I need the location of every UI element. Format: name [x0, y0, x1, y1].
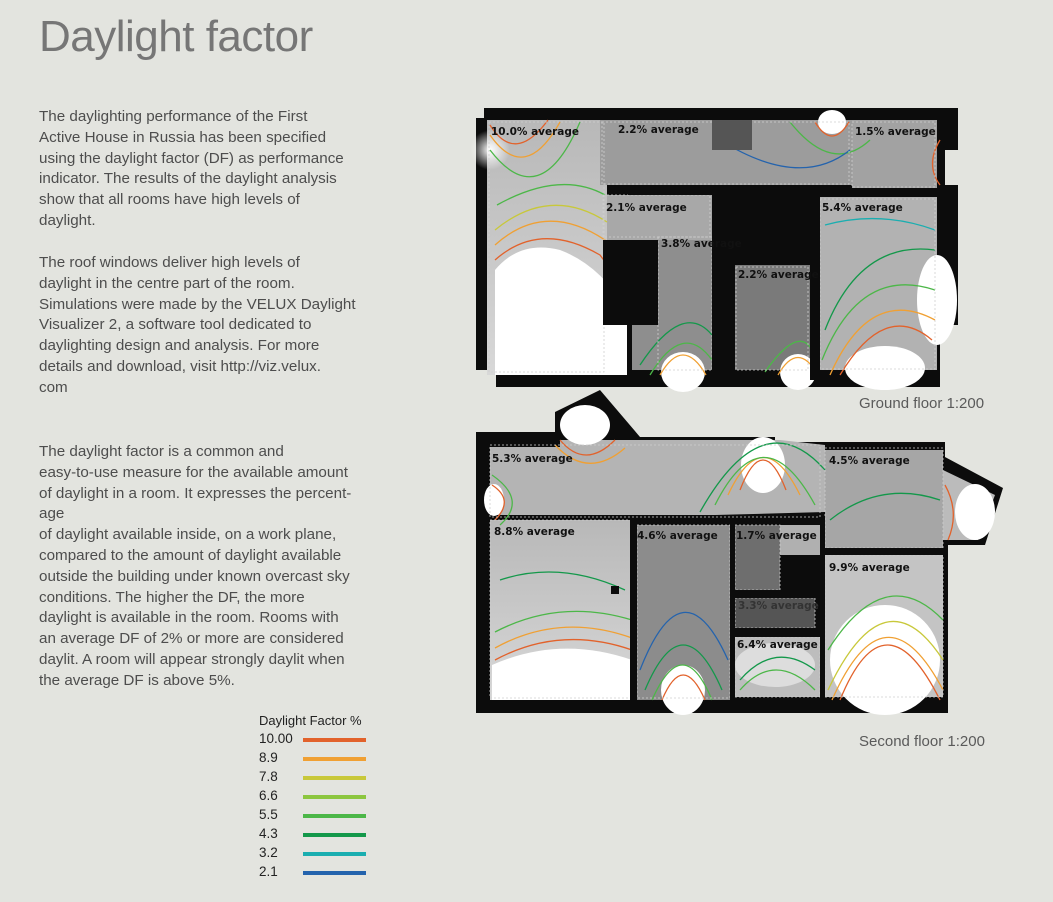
legend-value: 6.6	[259, 788, 278, 803]
daylight-zone	[955, 484, 995, 540]
text-line: daylight.	[39, 211, 96, 229]
legend-value: 4.3	[259, 826, 278, 841]
text-line: an average DF of 2% or more are considered	[39, 630, 344, 648]
legend-value: 7.8	[259, 769, 278, 784]
daylight-zone	[484, 484, 504, 516]
room-df-label: 6.4% average	[737, 639, 818, 651]
daylight-zone	[661, 665, 705, 715]
room-df-label: 3.8% average	[661, 238, 742, 250]
room-df-label: 1.7% average	[736, 530, 817, 542]
legend-swatch	[303, 795, 366, 799]
text-line: daylit. A room will appear strongly daylit when	[39, 650, 345, 668]
legend-value: 8.9	[259, 750, 278, 765]
page-title: Daylight factor	[39, 12, 313, 61]
daylight-zone	[917, 255, 957, 345]
text-line: daylighting design and analysis. For more	[39, 337, 320, 355]
ground-floor-plan	[470, 108, 1053, 392]
text-line: indicator. The results of the daylight analysis	[39, 170, 337, 188]
legend-item	[259, 845, 379, 863]
room-df-label: 5.4% average	[822, 202, 903, 214]
legend-value: 3.2	[259, 845, 278, 860]
room-df-label: 1.5% average	[855, 126, 936, 138]
legend-value: 10.00	[259, 731, 293, 746]
room-df-label: 2.1% average	[606, 202, 687, 214]
legend-title: Daylight Factor %	[259, 713, 362, 728]
text-line: using the daylight factor (DF) as performance	[39, 149, 344, 167]
daylight-zone	[845, 346, 925, 390]
ground-floor-caption: Ground floor 1:200	[859, 395, 985, 412]
legend-item	[259, 769, 379, 787]
legend-swatch	[303, 814, 366, 818]
text-line: com	[39, 378, 68, 396]
legend-swatch	[303, 833, 366, 837]
text-line: conditions. The higher the DF, the more	[39, 588, 305, 606]
room-df-label: 5.3% average	[492, 453, 573, 465]
text-line: daylight in the centre part of the room.	[39, 274, 295, 292]
legend-item	[259, 864, 379, 882]
legend-swatch	[303, 871, 366, 875]
legend-swatch	[303, 738, 366, 742]
legend-item	[259, 826, 379, 844]
text-line: the average DF is above 5%.	[39, 671, 235, 689]
legend-swatch	[303, 852, 366, 856]
room-df-label: 4.5% average	[829, 455, 910, 467]
room-df-label: 3.3% average	[738, 600, 819, 612]
legend-swatch	[303, 757, 366, 761]
text-line: easy-to-use measure for the available amount	[39, 463, 348, 481]
text-line: outside the building under known overcast sky	[39, 567, 350, 585]
legend-value: 5.5	[259, 807, 278, 822]
text-line: Visualizer 2, a software tool dedicated to	[39, 316, 312, 334]
legend-item	[259, 750, 379, 768]
room-df-label: 10.0% average	[491, 126, 580, 138]
room-df-label: 9.9% average	[829, 562, 910, 574]
text-line: age	[39, 505, 65, 523]
second-floor-caption: Second floor 1:200	[859, 733, 985, 750]
text-line: The roof windows deliver high levels of	[39, 254, 300, 271]
room-df-label: 2.2% average	[618, 124, 699, 136]
text-line: daylight is available in the room. Rooms with	[39, 609, 339, 627]
legend-swatch	[303, 776, 366, 780]
text-line: show that all rooms have high levels of	[39, 191, 300, 209]
text-line: The daylight factor is a common and	[39, 443, 284, 460]
daylight-zone	[661, 352, 705, 392]
room-df-label: 4.6% average	[637, 530, 718, 542]
legend-item	[259, 788, 379, 806]
daylight-zone	[560, 405, 610, 445]
room-df-label: 8.8% average	[494, 526, 575, 538]
second-floor-plan	[476, 390, 1003, 715]
text-line: Active House in Russia has been specified	[39, 128, 327, 146]
text-line: of daylight in a room. It expresses the percent-	[39, 484, 352, 502]
text-line: details and download, visit http://viz.velux.	[39, 357, 321, 375]
legend-value: 2.1	[259, 864, 278, 879]
legend-item	[259, 807, 379, 825]
text-line: of daylight available inside, on a work plane,	[39, 526, 337, 544]
legend-item	[259, 731, 379, 749]
room-df-label: 2.2% average	[738, 269, 819, 281]
text-line: The daylighting performance of the First	[39, 108, 308, 125]
text-line: compared to the amount of daylight available	[39, 546, 342, 564]
text-line: Simulations were made by the VELUX Daylight	[39, 295, 356, 313]
